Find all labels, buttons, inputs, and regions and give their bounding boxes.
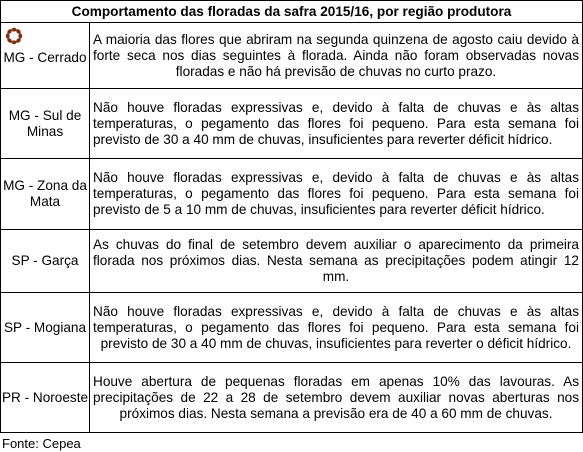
table-title-row bbox=[1, 1, 583, 23]
region-label: MG - Zona da Mata bbox=[3, 178, 87, 209]
region-label: SP - Garça bbox=[11, 253, 79, 268]
region-cell bbox=[1, 89, 90, 159]
logo-bean bbox=[11, 40, 16, 44]
description-cell: Não houve floradas expressivas e, devido à falta de chuvas e às altas temperaturas, o pegamento das flores foi pequeno. Para esta semana foi previsto de 30 a 40 mm de chuvas, insuficientes para reverter o déficit hídrico. bbox=[90, 293, 583, 363]
logo-bean bbox=[18, 33, 22, 38]
description-cell: Não houve floradas expressivas e, devido à falta de chuvas e às altas temperaturas, o pegamento das flores foi pequeno. Para esta semana foi previsto de 5 a 10 mm de chuvas, insuficientes para reverter déficit hídrico. bbox=[90, 159, 583, 230]
region-cell bbox=[1, 293, 90, 363]
region-cell bbox=[1, 23, 90, 89]
region-label: SP - Mogiana bbox=[3, 319, 87, 335]
description-cell: Não houve floradas expressivas e, devido à falta de chuvas e às altas temperaturas, o pegamento das flores foi pequeno. Para esta semana foi previsto de 30 a 40 mm de chuvas, insuficientes para reverter déficit hídrico. bbox=[90, 89, 583, 159]
logo-bean bbox=[11, 28, 16, 32]
description-cell: A maioria das flores que abriram na segunda quinzena de agosto caiu devido à forte seca nos dias seguintes à florada. Ainda não foram observadas novas floradas e não há previsão de chuvas no curto prazo. bbox=[90, 23, 583, 89]
region-label: MG - Cerrado bbox=[3, 49, 87, 65]
description-cell: Houve abertura de pequenas floradas em apenas 10% das lavouras. As precipitações de 22 a 28 de setembro devem auxiliar novas aberturas nos próximos dias. Nesta semana a previsão era de 40 a 60 mm de chuvas. bbox=[90, 363, 583, 433]
table-row bbox=[1, 363, 583, 433]
source-note: Fonte: Cepea bbox=[2, 436, 81, 451]
table-row bbox=[1, 89, 583, 159]
region-cell bbox=[1, 363, 90, 433]
table-title: Comportamento das floradas da safra 2015/16, por região produtora bbox=[1, 1, 583, 23]
table-row bbox=[1, 293, 583, 363]
region-label: PR - Noroeste bbox=[1, 389, 89, 405]
table-row bbox=[1, 159, 583, 230]
region-label: MG - Sul de Minas bbox=[8, 107, 82, 139]
region-cell bbox=[1, 159, 90, 230]
region-cell bbox=[1, 230, 90, 293]
table-row bbox=[1, 230, 583, 293]
coffee-beans-ring-icon bbox=[4, 26, 24, 46]
description-cell: As chuvas do final de setembro devem auxiliar o aparecimento da primeira florada nos próximos dias. Nesta semana as precipitações podem atingir 12 mm. bbox=[90, 230, 583, 293]
table-row bbox=[1, 23, 583, 89]
logo-bean bbox=[6, 33, 10, 38]
